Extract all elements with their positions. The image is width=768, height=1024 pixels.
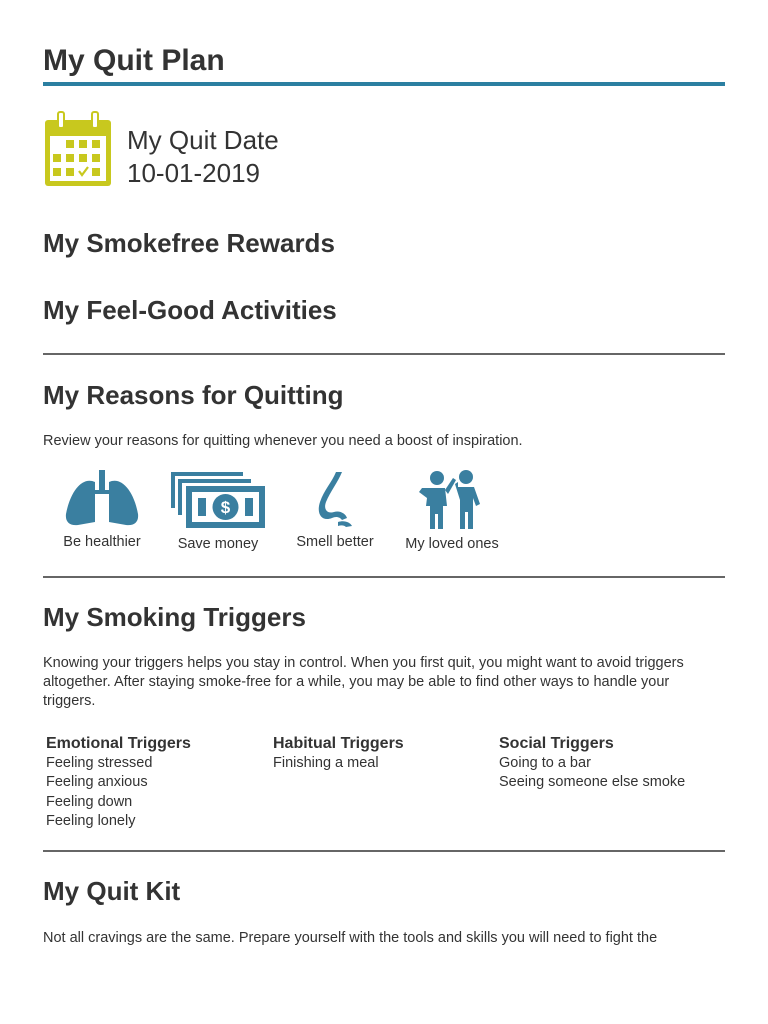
rewards-title: My Smokefree Rewards	[43, 228, 335, 258]
triggers-intro	[43, 654, 733, 711]
trigger-item: Feeling lonely	[46, 812, 136, 829]
habitual-triggers-column	[273, 734, 493, 773]
activities-title: My Feel-Good Activities	[43, 295, 337, 325]
svg-text:$: $	[220, 498, 231, 517]
trigger-item: Going to a bar	[499, 755, 591, 771]
reasons-title: My Reasons for Quitting	[43, 380, 344, 410]
reason-label: Smell better	[296, 534, 374, 550]
trigger-item: Finishing a meal	[273, 755, 379, 771]
divider	[43, 353, 725, 355]
quit-date-value: 10-01-2019	[127, 158, 260, 188]
triggers-intro-line: altogether. After staying smoke-free for a while, you may be able to find other ways to handle your	[43, 674, 670, 690]
calendar-icon	[44, 110, 112, 188]
trigger-item: Feeling anxious	[46, 774, 148, 791]
reason-loved-ones	[392, 470, 512, 552]
social-triggers-column	[499, 734, 719, 793]
quit-kit-intro: Not all cravings are the same. Prepare yourself with the tools and skills you will need to fight the	[43, 930, 658, 946]
reason-label: My loved ones	[405, 536, 499, 552]
reason-save-money	[158, 470, 278, 552]
reason-be-healthier	[42, 470, 162, 550]
divider	[43, 576, 725, 578]
reason-label: Save money	[177, 536, 259, 552]
lungs-icon	[64, 470, 140, 528]
divider	[43, 850, 725, 852]
quit-date-label: My Quit Date	[127, 125, 279, 155]
reasons-intro: Review your reasons for quitting whenever you need a boost of inspiration.	[43, 433, 523, 449]
trigger-item: Seeing someone else smoke	[499, 774, 686, 791]
trigger-column-title: Social Triggers	[499, 735, 614, 752]
trigger-item: Feeling stressed	[46, 755, 153, 771]
reason-label: Be healthier	[63, 534, 141, 550]
emotional-triggers-column	[46, 734, 266, 831]
triggers-title: My Smoking Triggers	[43, 602, 306, 632]
trigger-column-title: Habitual Triggers	[273, 735, 404, 752]
triggers-intro-line: triggers.	[43, 693, 96, 709]
nose-icon	[310, 470, 360, 528]
money-icon	[169, 470, 267, 530]
trigger-item: Feeling down	[46, 793, 133, 810]
title-underline	[43, 82, 725, 86]
page-title: My Quit Plan	[43, 44, 225, 77]
quit-kit-title: My Quit Kit	[43, 876, 181, 906]
reason-smell-better	[275, 470, 395, 550]
trigger-column-title: Emotional Triggers	[46, 735, 191, 752]
family-icon	[417, 470, 487, 530]
triggers-intro-line: Knowing your triggers helps you stay in control. When you first quit, you might want to avoid triggers	[43, 655, 684, 671]
